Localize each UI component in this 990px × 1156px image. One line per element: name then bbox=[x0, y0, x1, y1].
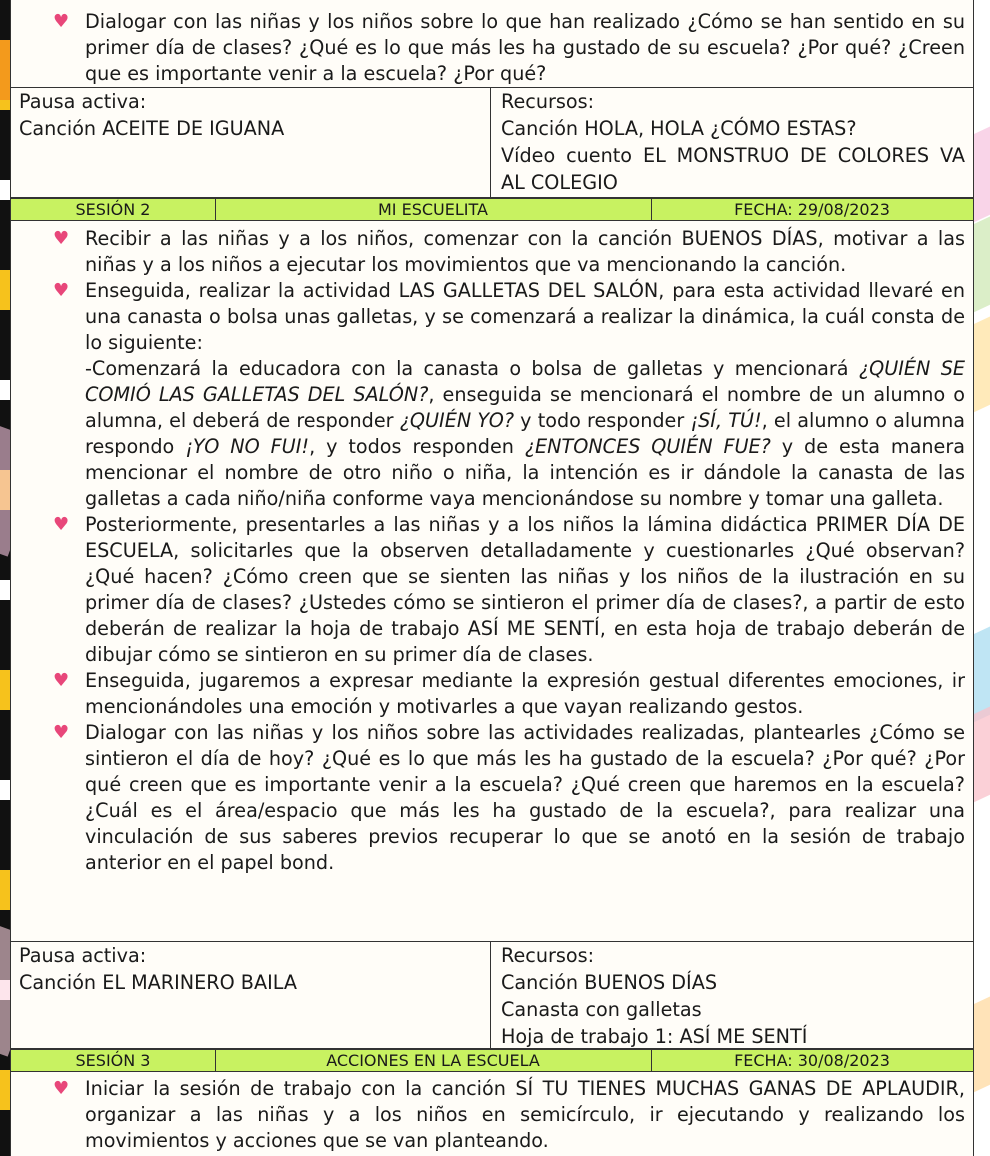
recurso-item: Hoja de trabajo 1: ASÍ ME SENTÍ bbox=[501, 1025, 808, 1048]
session-2-activities bbox=[11, 221, 973, 942]
list-item: ♥ Posteriormente, presentarles a las niñas y a los niños la lámina didáctica PRIMER DÍA DE ESCUELA, solicitarles que la observen detalladamente y cuestionarles ¿Qué observan? ¿Qué hacen? ¿Cómo creen que se sienten las niñas y los niños de la ilustración en su primer día de clases? ¿Ustedes cómo se sintieron el primer día de clases?, a partir de esto deberán de realizar la hoja de trabajo ASÍ ME SENTÍ, en esta hoja de trabajo deberán de dibujar cómo se sintieron en su primer día de clases. bbox=[53, 513, 965, 666]
recursos-cell bbox=[491, 942, 973, 1048]
heart-icon: ♥ bbox=[53, 1078, 70, 1099]
session-date: FECHA: 30/08/2023 bbox=[734, 1051, 890, 1070]
list-item: ♥ Recibir a las niñas y a los niños, comenzar con la canción BUENOS DÍAS, motivar a las niñas y a los niños a ejecutar los movimientos que va mencionando la canción. bbox=[53, 227, 965, 276]
session-title: MI ESCUELITA bbox=[215, 199, 652, 220]
previous-session-closing bbox=[11, 0, 973, 88]
heart-icon: ♥ bbox=[53, 670, 70, 691]
pausa-activa-label: Pausa activa: bbox=[19, 944, 147, 967]
pausa-activa-label: Pausa activa: bbox=[19, 90, 147, 113]
recursos-label: Recursos: bbox=[501, 944, 595, 967]
session-3-activities bbox=[11, 1072, 973, 1156]
left-border-accent bbox=[0, 40, 10, 100]
session-number: SESIÓN 3 bbox=[11, 1050, 216, 1071]
list-item: ♥ Enseguida, realizar la actividad LAS GALLETAS DEL SALÓN, para esta actividad llevaré en una canasta o bolsa unas galletas, y se comenzará a realizar la dinámica, la cuál consta de lo siguiente: bbox=[53, 279, 965, 354]
recursos-label: Recursos: bbox=[501, 90, 595, 113]
heart-icon: ♥ bbox=[53, 280, 70, 301]
recursos-cell bbox=[491, 88, 973, 197]
recurso-item: Canasta con galletas bbox=[501, 998, 702, 1021]
list-item: ♥ Dialogar con las niñas y los niños sobre lo que han realizado ¿Cómo se han sentido en su primer día de clases? ¿Qué es lo que más les ha gustado de su escuela? ¿Por qué? ¿Creen que es importante venir a la escuela? ¿Por qué? bbox=[53, 10, 965, 85]
session-number: SESIÓN 2 bbox=[11, 199, 216, 220]
activity-detail: -Comenzará la educadora con la canasta o bolsa de galletas y mencionará ¿QUIÉN SE COMIÓ LAS GALLETAS DEL SALÓN?, enseguida se mencionará el nombre de un alumno o alumna, el deberá de responder ¿QUIÉN YO? y todo responder ¡SÍ, TÚ!, el alumno o alumna respondo ¡YO NO FUI!, y todos responden ¿ENTONCES QUIÉN FUE? y de esta manera mencionar el nombre de otro niño o niña, la intención es ir dándole la canasta de las galletas a cada niño/niña conforme vaya mencionándose su nombre y tomar una galleta. bbox=[85, 357, 966, 510]
pausa-activa-song: Canción ACEITE DE IGUANA bbox=[19, 117, 285, 140]
planning-document bbox=[10, 0, 974, 1156]
list-item: ♥ Enseguida, jugaremos a expresar mediante la expresión gestual diferentes emociones, ir mencionándoles una emoción y motivarles a que vayan realizando gestos. bbox=[53, 669, 965, 718]
session-title: ACCIONES EN LA ESCUELA bbox=[215, 1050, 652, 1071]
pausa-activa-song: Canción EL MARINERO BAILA bbox=[19, 971, 297, 994]
session-header-3 bbox=[11, 1049, 973, 1072]
pausa-activa-row bbox=[11, 88, 973, 198]
pausa-activa-row bbox=[11, 942, 973, 1049]
session-header-2 bbox=[11, 198, 973, 221]
recurso-item: Canción HOLA, HOLA ¿CÓMO ESTAS? bbox=[501, 117, 857, 140]
session-date: FECHA: 29/08/2023 bbox=[734, 200, 890, 219]
pausa-activa-cell bbox=[11, 88, 491, 197]
recurso-item: Vídeo cuento EL MONSTRUO DE COLORES VA AL COLEGIO bbox=[501, 144, 965, 194]
heart-icon: ♥ bbox=[53, 722, 70, 743]
heart-icon: ♥ bbox=[53, 11, 70, 32]
heart-icon: ♥ bbox=[53, 228, 70, 249]
recurso-item: Canción BUENOS DÍAS bbox=[501, 971, 717, 994]
heart-icon: ♥ bbox=[53, 514, 70, 535]
list-item: ♥ Dialogar con las niñas y los niños sobre las actividades realizadas, plantearles ¿Cómo se sintieron el día de hoy? ¿Qué es lo que más les ha gustado de la escuela? ¿Por qué? ¿Por qué creen que es importante venir a la escuela? ¿Qué creen que haremos en la escuela? ¿Cuál es el área/espacio que más les ha gustado de la escuela?, para realizar una vinculación de sus saberes previos recuperar lo que se anotó en la sesión de trabajo anterior en el papel bond. bbox=[53, 721, 965, 874]
list-item: ♥ Iniciar la sesión de trabajo con la canción SÍ TU TIENES MUCHAS GANAS DE APLAUDIR, organizar a las niñas y a los niños en semicírculo, ir ejecutando y realizando los movimientos y acciones que se van planteando. bbox=[53, 1077, 965, 1152]
pausa-activa-cell bbox=[11, 942, 491, 1048]
